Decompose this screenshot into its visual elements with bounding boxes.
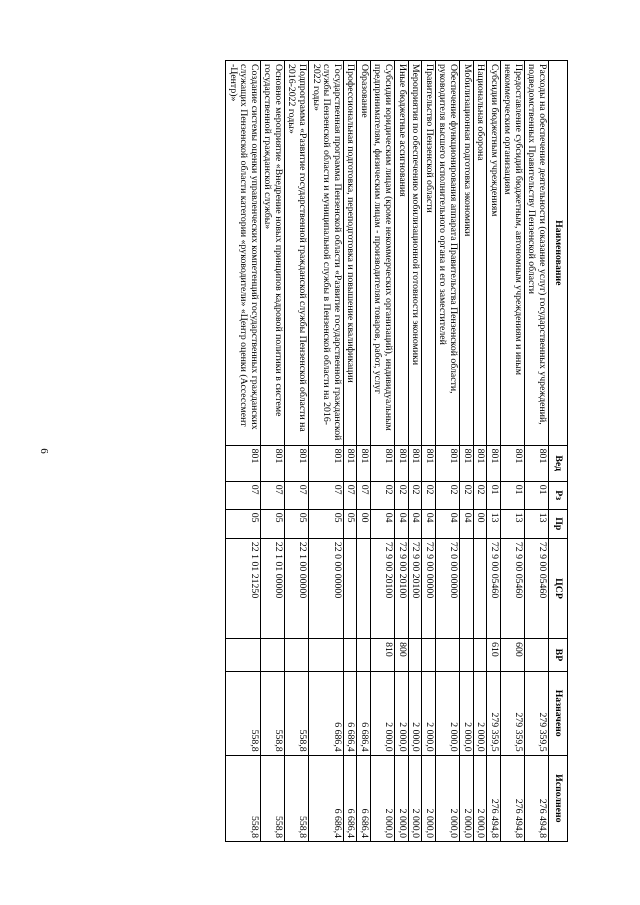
cell-ved: 801 [500, 445, 524, 481]
cell-ved: 801 [284, 445, 308, 481]
cell-ved: 801 [524, 445, 548, 481]
cell-pr: 04 [408, 509, 422, 538]
cell-name: Обеспечение функционирования аппарата Правительства Пензенской области, руководителя высшего исполнительного органа и его заместителей [435, 61, 459, 446]
cell-ispolneno: 2 000,0 [435, 755, 459, 841]
cell-ved: 801 [260, 445, 284, 481]
cell-csr: 72 9 00 20100 [408, 538, 422, 638]
cell-ved: 801 [487, 445, 501, 481]
cell-naznacheno: 2 000,0 [459, 671, 473, 755]
table-row [408, 61, 422, 842]
cell-name: Субсидии бюджетным учреждениям [487, 61, 501, 446]
cell-pr: 05 [260, 509, 284, 538]
cell-csr: 72 9 00 05460 [487, 538, 501, 638]
cell-ispolneno: 2 000,0 [473, 755, 487, 841]
cell-name: Подпрограмма «Развитие государственной гражданской службы Пензенской области на 2016-2022 годы» [284, 61, 308, 446]
cell-name: Субсидии юридическим лицам (кроме некоммерческих организаций), индивидуальным предпринимателям, физическим лицам - производителям товаров, работ, услуг [370, 61, 394, 446]
cell-pr: 13 [487, 509, 501, 538]
table-row [459, 61, 473, 842]
cell-csr [459, 538, 473, 638]
cell-ispolneno: 6 686,4 [357, 755, 371, 841]
cell-rz: 02 [370, 481, 394, 509]
header-vr: ВР [549, 639, 568, 672]
cell-ispolneno: 2 000,0 [422, 755, 436, 841]
cell-pr: 05 [343, 509, 357, 538]
cell-vr [357, 639, 371, 672]
cell-csr [473, 538, 487, 638]
cell-ved: 801 [459, 445, 473, 481]
cell-pr: 04 [370, 509, 394, 538]
cell-vr: 600 [500, 639, 524, 672]
cell-vr: 810 [370, 639, 394, 672]
cell-name: Основное мероприятие «Внедрение новых принципов кадровой политики в системе государственной гражданской службы» [260, 61, 284, 446]
cell-naznacheno: 558,8 [225, 671, 260, 755]
cell-naznacheno: 6 686,4 [309, 671, 344, 755]
cell-csr: 72 9 00 20100 [370, 538, 394, 638]
cell-ispolneno: 558,8 [284, 755, 308, 841]
rotated-table-container [86, 60, 568, 842]
header-rz: Рз [549, 481, 568, 509]
cell-csr: 22 0 00 00000 [309, 538, 344, 638]
cell-rz: 07 [284, 481, 308, 509]
cell-pr: 05 [284, 509, 308, 538]
table-row [487, 61, 501, 842]
rotated-page-content [86, 60, 568, 842]
cell-rz: 07 [225, 481, 260, 509]
cell-vr [524, 639, 548, 672]
cell-name: Расходы на обеспечение деятельности (оказание услуг) государственных учреждений, подведомственных Правительству Пензенской области [524, 61, 548, 446]
header-ispolneno: Исполнено [549, 755, 568, 841]
cell-naznacheno: 558,8 [284, 671, 308, 755]
cell-ispolneno: 2 000,0 [408, 755, 422, 841]
cell-ispolneno: 276 494,8 [524, 755, 548, 841]
cell-ved: 801 [309, 445, 344, 481]
table-row [435, 61, 459, 842]
cell-rz: 07 [343, 481, 357, 509]
table-header-row [549, 61, 568, 842]
cell-ved: 801 [357, 445, 371, 481]
table-row [500, 61, 524, 842]
table-row [343, 61, 357, 842]
cell-ispolneno: 2 000,0 [395, 755, 409, 841]
cell-vr [422, 639, 436, 672]
cell-csr: 22 1 01 00000 [260, 538, 284, 638]
cell-ved: 801 [473, 445, 487, 481]
cell-ispolneno: 276 494,8 [500, 755, 524, 841]
cell-name: Предоставление субсидий бюджетным, автономным учреждениям и иным некоммерческим организациям [500, 61, 524, 446]
cell-pr: 13 [500, 509, 524, 538]
cell-vr [225, 639, 260, 672]
table-row [357, 61, 371, 842]
cell-vr [408, 639, 422, 672]
cell-name: Мероприятия по обеспечению мобилизационной готовности экономики [408, 61, 422, 446]
cell-ispolneno: 2 000,0 [459, 755, 473, 841]
cell-vr: 610 [487, 639, 501, 672]
table-row [524, 61, 548, 842]
cell-ved: 801 [370, 445, 394, 481]
cell-vr [473, 639, 487, 672]
cell-pr: 05 [225, 509, 260, 538]
cell-ispolneno: 6 686,4 [343, 755, 357, 841]
cell-ved: 801 [435, 445, 459, 481]
cell-pr: 04 [459, 509, 473, 538]
cell-rz: 07 [260, 481, 284, 509]
cell-rz: 01 [524, 481, 548, 509]
cell-ved: 801 [422, 445, 436, 481]
cell-pr: 05 [309, 509, 344, 538]
cell-ispolneno: 276 494,8 [487, 755, 501, 841]
table-row [309, 61, 344, 842]
table-row [473, 61, 487, 842]
header-ved: Вед [549, 445, 568, 481]
cell-csr: 72 0 00 00000 [435, 538, 459, 638]
cell-ved: 801 [343, 445, 357, 481]
cell-ispolneno: 6 686,4 [309, 755, 344, 841]
header-csr: ЦСР [549, 538, 568, 638]
cell-pr: 04 [395, 509, 409, 538]
cell-pr: 13 [524, 509, 548, 538]
cell-naznacheno: 2 000,0 [370, 671, 394, 755]
cell-name: Мобилизационная подготовка экономики [459, 61, 473, 446]
table-row [284, 61, 308, 842]
cell-name: Образование [357, 61, 371, 446]
cell-ved: 801 [225, 445, 260, 481]
table-row [260, 61, 284, 842]
cell-rz: 07 [357, 481, 371, 509]
cell-naznacheno: 2 000,0 [422, 671, 436, 755]
cell-rz: 02 [473, 481, 487, 509]
cell-vr [260, 639, 284, 672]
cell-csr: 72 9 00 05460 [500, 538, 524, 638]
cell-ispolneno: 558,8 [225, 755, 260, 841]
cell-rz: 01 [487, 481, 501, 509]
cell-naznacheno: 558,8 [260, 671, 284, 755]
table-row [395, 61, 409, 842]
cell-ispolneno: 558,8 [260, 755, 284, 841]
budget-execution-table [225, 60, 568, 842]
cell-naznacheno: 2 000,0 [473, 671, 487, 755]
table-row [422, 61, 436, 842]
cell-pr: 00 [357, 509, 371, 538]
cell-csr: 72 9 00 05460 [524, 538, 548, 638]
header-name: Наименование [549, 61, 568, 446]
cell-rz: 02 [459, 481, 473, 509]
cell-vr [343, 639, 357, 672]
cell-csr [343, 538, 357, 638]
cell-csr: 22 1 00 00000 [284, 538, 308, 638]
cell-naznacheno: 279 359,5 [500, 671, 524, 755]
header-pr: Пр [549, 509, 568, 538]
cell-pr: 04 [435, 509, 459, 538]
cell-naznacheno: 2 000,0 [395, 671, 409, 755]
cell-csr: 22 1 01 21250 [225, 538, 260, 638]
cell-naznacheno: 279 359,5 [524, 671, 548, 755]
cell-ved: 801 [408, 445, 422, 481]
page-number: 6 [38, 448, 50, 454]
cell-csr [357, 538, 371, 638]
cell-csr: 72 9 00 00000 [422, 538, 436, 638]
cell-vr [435, 639, 459, 672]
cell-vr [459, 639, 473, 672]
cell-pr: 04 [422, 509, 436, 538]
cell-naznacheno: 6 686,4 [343, 671, 357, 755]
cell-vr: 800 [395, 639, 409, 672]
cell-pr: 00 [473, 509, 487, 538]
cell-name: Национальная оборона [473, 61, 487, 446]
cell-naznacheno: 2 000,0 [435, 671, 459, 755]
cell-name: Профессиональная подготовка, переподготовка и повышение квалификации [343, 61, 357, 446]
cell-csr: 72 9 00 20100 [395, 538, 409, 638]
cell-rz: 01 [500, 481, 524, 509]
cell-naznacheno: 279 359,5 [487, 671, 501, 755]
header-naznacheno: Назначено [549, 671, 568, 755]
cell-rz: 02 [408, 481, 422, 509]
cell-ispolneno: 2 000,0 [370, 755, 394, 841]
cell-rz: 02 [395, 481, 409, 509]
table-row [370, 61, 394, 842]
cell-ved: 801 [395, 445, 409, 481]
cell-vr [309, 639, 344, 672]
cell-naznacheno: 6 686,4 [357, 671, 371, 755]
cell-name: Государственная программа Пензенской области «Развитие государственной гражданской службы Пензенской области и муниципальной службы в Пензенской области на 2016-2022 годы» [309, 61, 344, 446]
cell-rz: 07 [309, 481, 344, 509]
cell-name: Иные бюджетные ассигнования [395, 61, 409, 446]
cell-rz: 02 [435, 481, 459, 509]
cell-name: Правительство Пензенской области [422, 61, 436, 446]
cell-vr [284, 639, 308, 672]
table-row [225, 61, 260, 842]
cell-naznacheno: 2 000,0 [408, 671, 422, 755]
cell-rz: 02 [422, 481, 436, 509]
cell-name: Создание системы оценки управленческих компетенций государственных гражданских служащих Пензенской области категории «руководители» «Центр оценки (Ассессмент -Центр)» [225, 61, 260, 446]
